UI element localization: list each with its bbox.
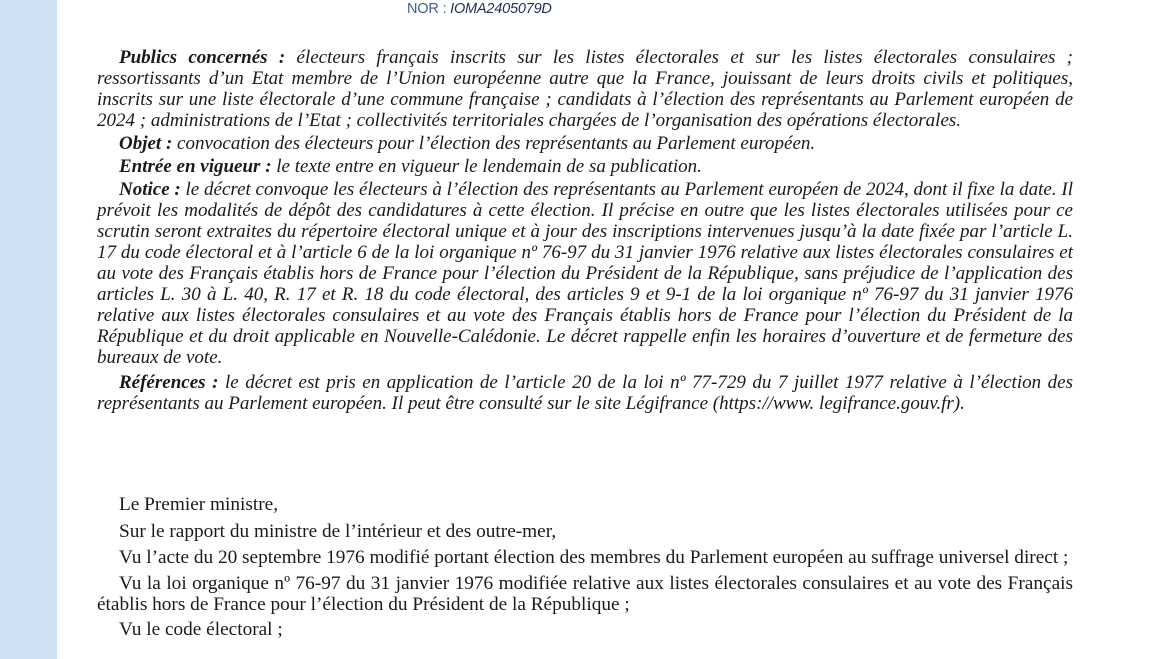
summary-notice bbox=[97, 179, 1073, 368]
summary-text: le texte entre en vigueur le lendemain de sa publication. bbox=[271, 156, 702, 177]
summary-label: Objet : bbox=[119, 133, 173, 154]
nor-code: IOMA2405079D bbox=[450, 1, 552, 17]
body-paragraph: Vu la loi organique nº 76-97 du 31 janvier 1976 modifiée relative aux listes électorales consulaires et au vote des Français établis hors de France pour l’élection du Président de la République ; bbox=[97, 572, 1073, 615]
decree-body bbox=[97, 494, 1073, 640]
summary-label: Publics concernés : bbox=[119, 47, 286, 68]
summary-publics bbox=[97, 47, 1073, 131]
body-paragraph: Vu le code électoral ; bbox=[119, 618, 283, 640]
summary-text: le décret convoque les électeurs à l’élection des représentants au Parlement européen de 2024, dont il fixe la date. Il prévoit les modalités de dépôt des candidatures à cette élection. Il précise en outre que les listes électorales utilisées pour ce scrutin seront extraites du répertoire électoral unique et à jour des inscriptions intervenues jusqu’à la date fixée par l’article L. 17 du code électoral et à l’article 6 de la loi organique nº 76-97 du 31 janvier 1976 relative aux listes électorales consulaires et au vote des Français établis hors de France pour l’élection du Président de la République, sans préjudice de l’application des articles L. 30 à L. 40, R. 17 et R. 18 du code électoral, des articles 9 et 9-1 de la loi organique nº 76-97 du 31 janvier 1976 relative aux listes électorales consulaires et au vote des Français établis hors de France pour l’élection du Président de la République et du droit applicable en Nouvelle-Calédonie. Le décret rappelle enfin les horaires d’ouverture et de fermeture des bureaux de vote. bbox=[97, 179, 1073, 368]
nor-reference bbox=[407, 1, 552, 17]
summary-references bbox=[97, 372, 1073, 414]
body-paragraph: Le Premier ministre, bbox=[119, 494, 279, 515]
nor-label: NOR : bbox=[407, 1, 447, 17]
summary-label: Notice : bbox=[119, 179, 181, 200]
body-paragraph: Sur le rapport du ministre de l’intérieur et des outre-mer, bbox=[119, 520, 557, 542]
summary-text: le décret est pris en application de l’article 20 de la loi nº 77-729 du 7 juillet 1977 relative à l’élection des représentants au Parlement européen. Il peut être consulté sur le site Légifrance (https://www. legifrance.gouv.fr). bbox=[97, 372, 1073, 414]
summary-label: Références : bbox=[119, 372, 219, 393]
summary-objet bbox=[97, 133, 1073, 154]
summary-entree bbox=[97, 156, 1073, 177]
left-margin-stripe bbox=[0, 0, 57, 659]
summary-text: électeurs français inscrits sur les listes électorales et sur les listes électorales consulaires ; ressortissants d’un Etat membre de l’Union européenne autre que la France, jouissant de leurs droits civils et politiques, inscrits sur une liste électorale d’une commune française ; candidats à l’élection des représentants au Parlement européen de 2024 ; administrations de l’Etat ; collectivités territoriales chargées de l’organisation des opérations électorales. bbox=[97, 47, 1073, 131]
summary-label: Entrée en vigueur : bbox=[119, 156, 272, 177]
summary-block bbox=[97, 47, 1073, 414]
body-paragraph: Vu l’acte du 20 septembre 1976 modifié portant élection des membres du Parlement européen au suffrage universel direct ; bbox=[119, 547, 1069, 568]
summary-text: convocation des électeurs pour l’élection des représentants au Parlement européen. bbox=[172, 133, 816, 154]
